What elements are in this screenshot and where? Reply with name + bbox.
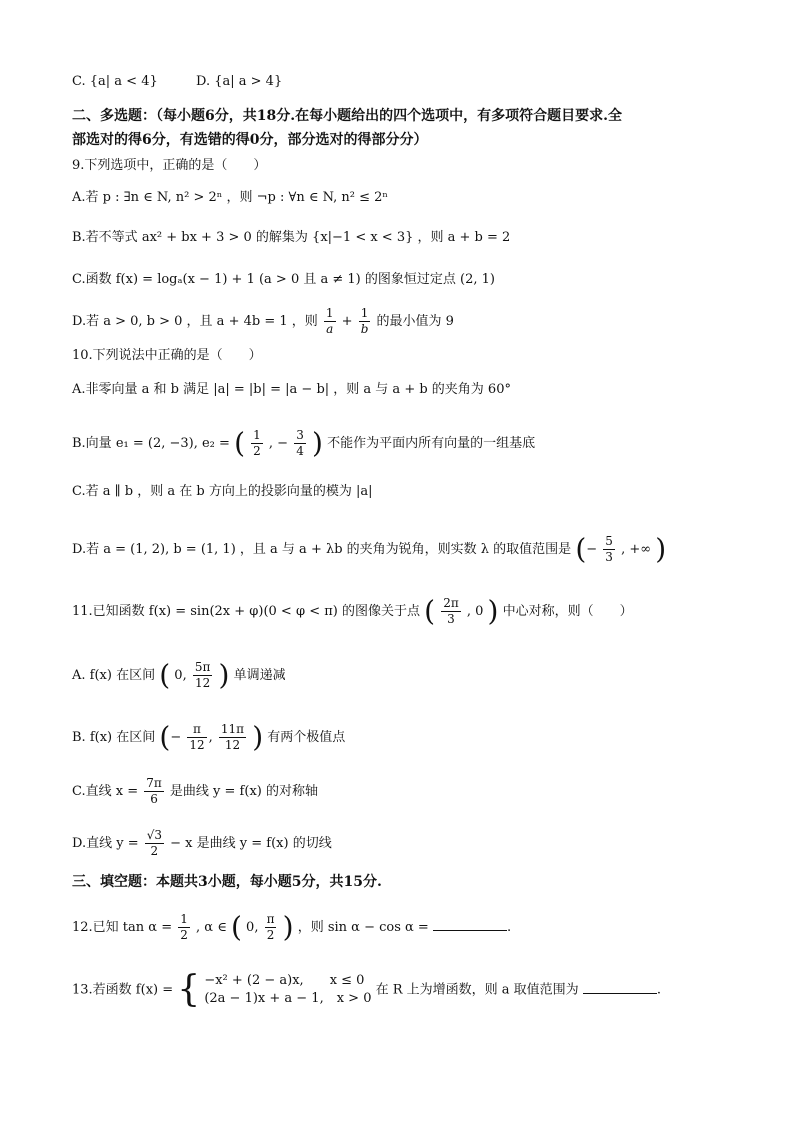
q9-option-c: C.函数 f(x) = logₐ(x − 1) + 1 (a > 0 且 a ≠ 1) 的图象恒过定点 (2, 1) xyxy=(72,272,495,287)
q8-option-d: D. {a| a > 4} xyxy=(196,74,283,89)
q10-option-c: C.若 a ∥ b ，则 a 在 b 方向上的投影向量的模为 |a| xyxy=(72,484,373,499)
fraction: $\frac{5}{3}$ xyxy=(605,534,613,564)
fraction: $\frac{3}{4}$ xyxy=(296,428,304,458)
section2-header-line2: 部选对的得6分，有选错的得0分，部分选对的得部分分） xyxy=(72,132,428,148)
q9-option-d: D.若 a > 0, b > 0 ，且 a + 4b = 1 ，则 $\frac{1}{a}$ + $\frac{1}{b}$ 的最小值为 9 xyxy=(72,306,454,336)
q10-option-d: D.若 a = (1, 2), b = (1, 1) ，且 a 与 a + λb 的夹角为锐角，则实数 λ 的取值范围是 (− $\frac{5}{3}$ , +∞ ) xyxy=(72,532,667,566)
q11-option-c: C.直线 x = $\frac{7\pi}{6}$ 是曲线 y = f(x) 的对称轴 xyxy=(72,776,318,806)
q10-option-a: A.非零向量 a 和 b 满足 |a| = |b| = |a − b| ，则 a 与 a + b 的夹角为 60° xyxy=(72,382,511,397)
answer-blank[interactable] xyxy=(583,979,657,994)
q10-option-b: B.向量 e₁ = (2, −3), e₂ = ( $\frac{1}{2}$ , − $\frac{3}{4}$ ) 不能作为平面内所有向量的一组基底 xyxy=(72,426,536,460)
section2-header-line1: 二、多选题：（每小题6分，共18分.在每小题给出的四个选项中，有多项符合题目要求.全 xyxy=(72,108,622,124)
fraction: $\frac{7\pi}{6}$ xyxy=(146,776,162,806)
q10-stem: 10.下列说法中正确的是（ ） xyxy=(72,348,262,363)
fraction: $\frac{5\pi}{12}$ xyxy=(194,660,211,690)
q8-options xyxy=(72,72,282,92)
fraction: $\frac{1}{2}$ xyxy=(180,912,188,942)
q11-stem: 11.已知函数 f(x) = sin(2x + φ)(0 < φ < π) 的图像关于点 ( $\frac{2\pi}{3}$ , 0 ) 中心对称，则（ ） xyxy=(72,594,633,628)
fraction: $\frac{1}{a}$ xyxy=(325,306,334,336)
fraction: $\frac{2\pi}{3}$ xyxy=(443,596,459,626)
fraction: $\frac{1}{b}$ xyxy=(360,306,369,336)
fraction: $\frac{√3}{2}$ xyxy=(146,828,163,858)
q9-option-a: A.若 p : ∃n ∈ N, n² > 2ⁿ ，则 ¬p : ∀n ∈ N, n² ≤ 2ⁿ xyxy=(72,190,389,205)
fraction: $\frac{\pi}{2}$ xyxy=(266,912,275,942)
fraction: $\frac{\pi}{12}$ xyxy=(189,722,205,752)
q11-option-d: D.直线 y = $\frac{√3}{2}$ − x 是曲线 y = f(x) 的切线 xyxy=(72,828,332,858)
q11-option-a: A. f(x) 在区间 ( 0, $\frac{5\pi}{12}$ ) 单调递减 xyxy=(72,658,286,692)
section3-header: 三、填空题：本题共3小题，每小题5分，共15分. xyxy=(72,874,382,890)
fraction: $\frac{1}{2}$ xyxy=(253,428,261,458)
fraction: $\frac{11\pi}{12}$ xyxy=(220,722,245,752)
q8-option-c: C. {a| a < 4} xyxy=(72,74,158,89)
piecewise-cases: −x² + (2 − a)x, x ≤ 0 (2a − 1)x + a − 1, x > 0 xyxy=(204,973,372,1006)
q12: 12.已知 tan α = $\frac{1}{2}$ , α ∈ ( 0, $\frac{\pi}{2}$ ) ，则 sin α − cos α = . xyxy=(72,910,512,944)
q9-option-b: B.若不等式 ax² + bx + 3 > 0 的解集为 {x|−1 < x < 3} ，则 a + b = 2 xyxy=(72,230,511,245)
q9-stem: 9.下列选项中，正确的是（ ） xyxy=(72,158,267,173)
q13: 13.若函数 f(x) = { −x² + (2 − a)x, x ≤ 0 (2a − 1)x + a − 1, x > 0 在 R 上为增函数，则 a 取值范围为 . xyxy=(72,969,661,1010)
answer-blank[interactable] xyxy=(433,916,507,931)
q11-option-b: B. f(x) 在区间 (− $\frac{\pi}{12}$ , $\frac{11\pi}{12}$ ) 有两个极值点 xyxy=(72,720,346,754)
